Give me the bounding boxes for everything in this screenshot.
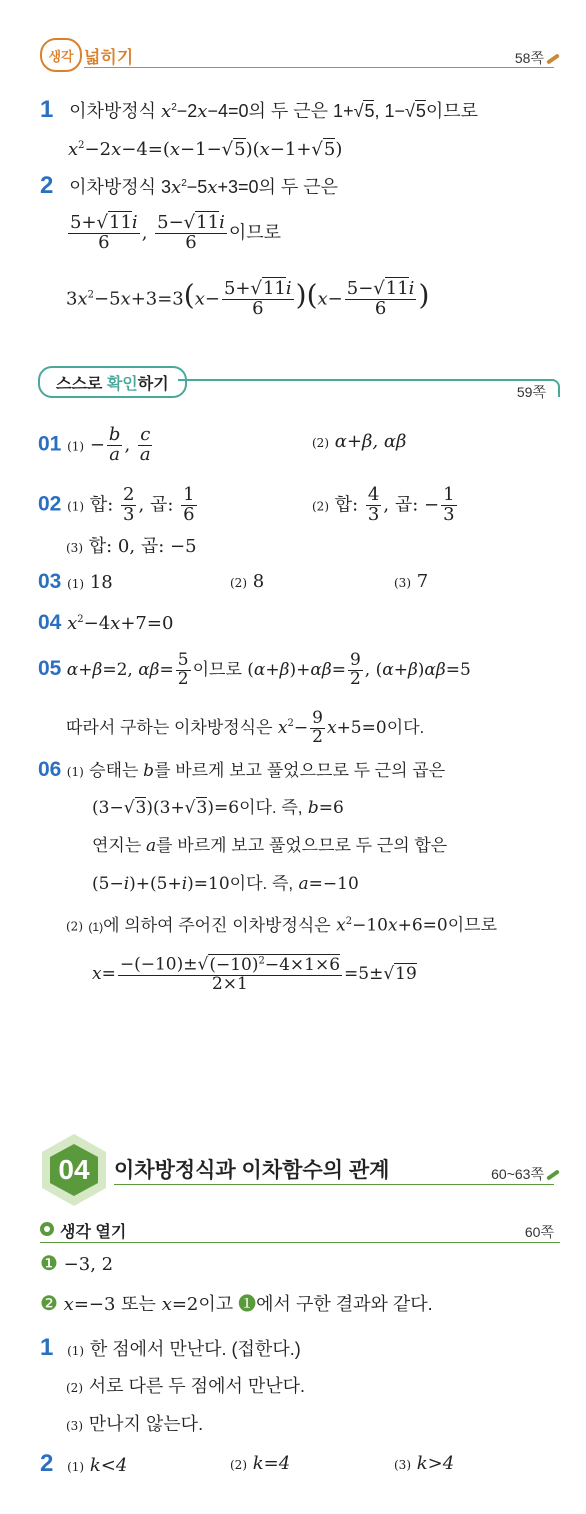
chapter-question-1-part2 [66, 1374, 305, 1400]
section1-rule [84, 67, 554, 68]
answer: k=4 [252, 1453, 291, 1474]
chapter-header [40, 1130, 560, 1210]
answer: 8 [252, 571, 265, 592]
part-label: (2) [230, 576, 247, 590]
answer: k>4 [416, 1453, 455, 1474]
answer: k<4 [89, 1455, 128, 1476]
item-number: 1 [40, 96, 54, 123]
question-number: 02 [38, 492, 62, 516]
section2-rule [178, 379, 554, 381]
question-number: 01 [38, 432, 62, 456]
question-02: 02 (1) 합: $\frac{2}{3}$ , 곱: $\frac{1}{6}$ [38, 484, 195, 525]
item-number: 2 [40, 172, 54, 199]
think-open-rule [40, 1242, 560, 1243]
answer: 서로 다른 두 점에서 만난다. [88, 1376, 306, 1396]
question-number: 03 [38, 570, 62, 593]
page-number: 58쪽 [514, 50, 544, 66]
item-1-line2: $x^2-2x-4=(x-1-√5)(x-1+√5)$ [68, 139, 343, 160]
part-label: (1) [67, 1344, 85, 1358]
answer: 한 점에서 만난다. (접한다.) [89, 1339, 301, 1359]
part-label: (3) [394, 1458, 411, 1472]
question-number: 05 [38, 656, 62, 680]
think-open-header [40, 1218, 560, 1244]
question-04: 04 $x^2-4x+7=0$ [38, 611, 174, 634]
part-label: (2) [230, 1458, 247, 1472]
question-01-part2 [312, 430, 406, 455]
chapter-question-2 [40, 1452, 127, 1479]
page-number: 60~63쪽 [491, 1166, 544, 1182]
think-open-item-2: ❷ x=−3 또는 x=2이고 ❶에서 구한 결과와 같다. [40, 1293, 433, 1315]
item-2-line2: $\frac{5+√11i}{6}$ , $\frac{5-√11i}{6}$ 이므로 [70, 212, 281, 253]
part-label: (1) [67, 439, 85, 454]
think-open-item-1 [40, 1252, 113, 1277]
chapter-title: 이차방정식과 이차함수의 관계 [114, 1159, 390, 1182]
question-05-line2: 따라서 구하는 이차방정식은 $x^2-$ $\frac{9}{2}$ x+5=0이다. [66, 708, 425, 747]
circled-two-icon: ❷ [40, 1293, 58, 1315]
think-open-title: 생각 열기 [60, 1224, 127, 1241]
question-06-line6: x= $\frac{-(-10)\pm√(-10)^2-4\times 1\times 6}{2\times 1}$ =5±√19 [92, 954, 417, 994]
chapter-question-1-part3 [66, 1412, 203, 1438]
pen-icon [546, 53, 560, 64]
question-number: 2 [40, 1450, 54, 1477]
part-label: (2) [66, 919, 83, 934]
question-06-part2: (2) (1)에 의하여 주어진 이차방정식은 $x^2-10x+6=0$이므로 [66, 915, 497, 936]
pen-icon [546, 1169, 560, 1180]
section-header-self-check [38, 366, 560, 398]
question-06: 06 (1) 승태는 b를 바르게 보고 풀었으므로 두 근의 곱은 [38, 758, 446, 781]
self-check-title-post: 하기 [137, 375, 169, 393]
part-label: (2) [312, 436, 329, 450]
part-label: (3) [66, 541, 83, 555]
item-2-text: 이차방정식 $3x^2-5x+3=0$의 두 근은 [69, 177, 339, 198]
section1-title: 넓히기 [84, 48, 134, 67]
item-2-line3: $3x^2-5x+3=3(x-$ $\frac{5+√11i}{6}$ )(x− $\frac{5-√11i}{6}$ ) [66, 278, 430, 319]
part-label: (2) [66, 1381, 83, 1395]
question-03-part2 [230, 570, 264, 595]
answer: α+β, αβ [334, 431, 407, 452]
question-02-part3: (3) 합: 0, 곱: −5 [66, 536, 197, 557]
item-2 [40, 172, 338, 200]
question-03 [38, 570, 113, 596]
think-badge-label: 생각 [48, 48, 74, 64]
part-label: (3) [394, 576, 411, 590]
self-check-title-pre: 스스로 [56, 375, 107, 393]
think-badge [40, 38, 82, 72]
chapter-question-2-part3 [394, 1452, 454, 1477]
page-number: 59쪽 [516, 384, 546, 400]
question-number: 1 [40, 1334, 54, 1361]
part-label: (1) [67, 1460, 85, 1474]
item-1-text: 이차방정식 $x^2-2x-4=0$의 두 근은 1+√5, 1−√5이므로 [69, 101, 479, 122]
part-label: (1) [66, 765, 84, 779]
question-number: 06 [38, 758, 62, 781]
chapter-page-ref [491, 1164, 560, 1184]
page-number: 60쪽 [524, 1224, 554, 1240]
part-label: (1) [67, 577, 85, 591]
question-03-part3 [394, 570, 428, 595]
part-label: (2) [312, 499, 329, 514]
question-number: 04 [38, 611, 62, 634]
chapter-question-1 [40, 1336, 301, 1363]
question-01: 01 (1) − $\frac{b}{a}$ , $\frac{c}{a}$ [38, 424, 151, 465]
section2-rule-end [550, 379, 560, 397]
chapter-rule [114, 1184, 554, 1185]
answer: 만나지 않는다. [88, 1414, 204, 1434]
chapter-number: 04 [58, 1154, 90, 1185]
self-check-tab [38, 366, 187, 398]
chapter-question-2-part2 [230, 1452, 290, 1477]
question-06-line4: (5−i)+(5+i)=10이다. 즉, a=−10 [92, 874, 359, 894]
question-05: 05 α+β=2, αβ= $\frac{5}{2}$ 이므로 (α+β)+αβ= $\frac{9}{2}$ , (α+β)αβ=5 [38, 650, 471, 689]
section1-page-ref [515, 48, 560, 68]
section-header-think-expand [40, 38, 560, 70]
item-1 [40, 96, 478, 124]
answer: 18 [89, 572, 113, 593]
circled-one-icon: ❶ [40, 1253, 58, 1275]
part-label: (3) [66, 1419, 83, 1433]
question-06-line3: 연지는 a를 바르게 보고 풀었으므로 두 근의 합은 [92, 836, 448, 856]
answer: 7 [416, 571, 429, 592]
question-06-line2: (3−√3)(3+√3)=6이다. 즉, b=6 [92, 798, 344, 818]
part-label: (1) [67, 499, 85, 514]
answer: −3, 2 [63, 1254, 114, 1275]
question-02-part2: (2) 합: $\frac{4}{3}$ , 곱: − $\frac{1}{3}$ [312, 484, 455, 525]
chapter-badge [40, 1132, 108, 1208]
self-check-title-highlight: 확인 [106, 375, 138, 393]
